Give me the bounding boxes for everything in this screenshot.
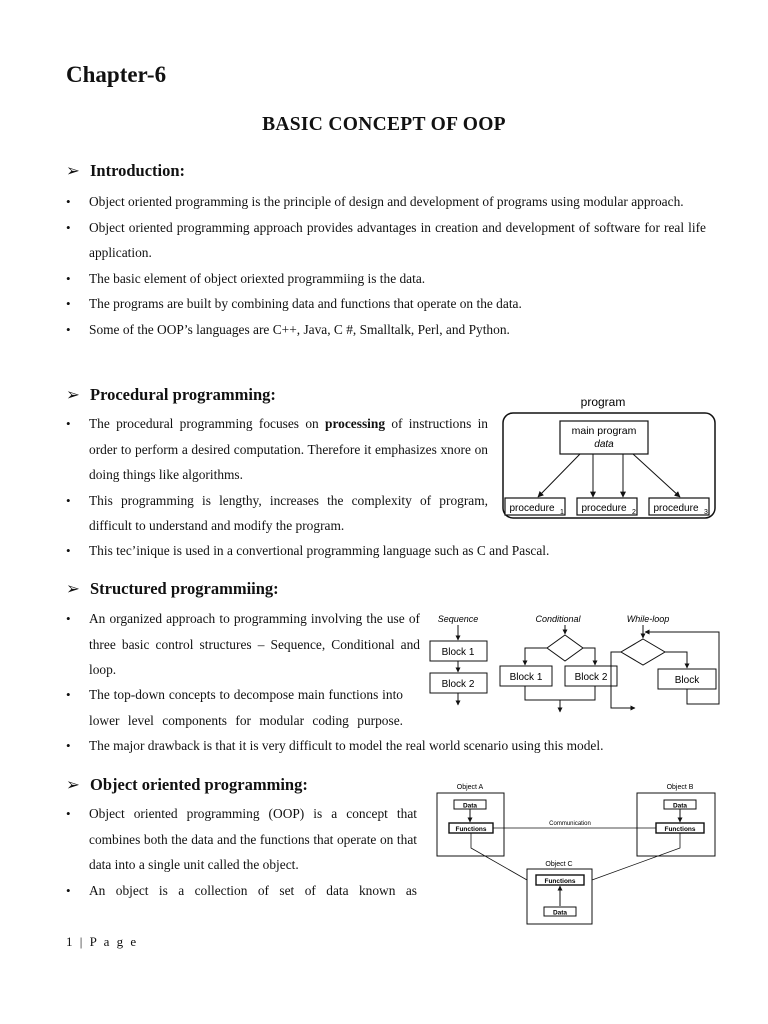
section-heading-introduction — [66, 161, 185, 181]
sequence-label: Sequence — [437, 614, 479, 624]
section-heading-structured — [66, 579, 279, 599]
block-label: Block 2 — [574, 672, 608, 683]
procedural-list-continued — [66, 538, 706, 564]
section-heading-text: Object oriented programming: — [90, 775, 308, 794]
block-label: Block 2 — [441, 679, 475, 690]
section-heading-procedural — [66, 385, 276, 405]
list-item: • This programming is lengthy, increases the complexity of program, difficult to understand and modify the program. — [66, 488, 488, 539]
list-item: • Some of the OOP’s languages are C++, Java, C #, Smalltalk, Perl, and Python. — [66, 317, 706, 343]
section-heading-oop — [66, 775, 308, 795]
while-loop-label: While-loop — [626, 614, 670, 624]
list-item: • Object oriented programming (OOP) is a concept that combines both the data and the functions that operate on that data into a single unit called the object. — [66, 801, 417, 878]
arrow-bullet-icon: ➢ — [66, 775, 80, 794]
main-program-data-label: data — [594, 439, 614, 450]
list-item: • An object is a collection of set of data known as — [66, 878, 417, 904]
procedural-diagram — [498, 390, 723, 525]
procedure-subscript-3: 3 — [704, 509, 708, 516]
section-heading-text: Procedural programming: — [90, 385, 276, 404]
list-item: • This tec’inique is used in a convertional programming language such as C and Pascal. — [66, 538, 706, 564]
functions-label: Functions — [544, 878, 576, 885]
communication-label: Communication — [549, 821, 591, 827]
page-number: 1 | P a g e — [66, 934, 139, 949]
list-item: • Object oriented programming approach provides advantages in creation and development of software for real life application. — [66, 215, 706, 266]
arrow-icon — [583, 648, 595, 665]
data-label: Data — [462, 802, 478, 810]
structured-diagram — [425, 608, 725, 718]
procedural-list — [66, 411, 488, 539]
page-title: BASIC CONCEPT OF OOP — [262, 114, 506, 135]
list-item: • Object oriented programming is the principle of design and development of programs using modular approach. — [66, 189, 706, 215]
conditional-label: Conditional — [535, 614, 581, 624]
list-item: • The basic element of object oriexted programmiing is the data. — [66, 266, 706, 292]
arrow-icon — [665, 652, 687, 668]
list-item: • The procedural programming focuses on processing of instructions in order to perform a desired computation. Therefore it emphasizes xnore on doing things like algorithms. — [66, 411, 488, 488]
procedure-label-2: procedure — [581, 503, 627, 514]
arrow-bullet-icon: ➢ — [66, 579, 80, 598]
object-c-label: Object C — [545, 861, 573, 868]
oop-diagram — [432, 778, 722, 928]
functions-label: Functions — [664, 826, 696, 833]
arrow-icon — [525, 648, 547, 665]
procedure-subscript-2: 2 — [632, 509, 636, 516]
list-item: • The top-down concepts to decompose main functions into lower level components for modular coding purpose. — [66, 682, 706, 733]
chapter-label: Chapter-6 — [66, 62, 167, 87]
merge-line — [525, 686, 595, 700]
block-label: Block 1 — [509, 672, 543, 683]
data-label: Data — [552, 909, 568, 917]
loop-diamond — [621, 639, 665, 665]
block-label: Block — [674, 675, 700, 686]
introduction-list — [66, 189, 706, 342]
procedure-label-1: procedure — [509, 503, 555, 514]
arrow-bullet-icon: ➢ — [66, 385, 80, 404]
functions-label: Functions — [455, 826, 487, 833]
section-heading-text: Structured programmiing: — [90, 579, 279, 598]
block-label: Block 1 — [441, 647, 475, 658]
diagram-caption: program — [580, 395, 626, 409]
oop-list — [66, 801, 417, 903]
object-b-label: Object B — [666, 784, 694, 791]
loop-back-line — [645, 632, 719, 704]
section-heading-text: Introduction: — [90, 161, 186, 180]
list-item: • The programs are built by combining data and functions that operate on the data. — [66, 291, 706, 317]
arrow-bullet-icon: ➢ — [66, 161, 80, 180]
procedure-subscript-1: 1 — [560, 509, 564, 516]
main-program-label: main program — [571, 425, 637, 437]
structured-list — [66, 606, 420, 683]
object-a-label: Object A — [456, 784, 484, 791]
list-item: • The major drawback is that it is very difficult to model the real world scenario using this model. — [66, 733, 706, 759]
condition-diamond — [547, 635, 583, 661]
list-item: • An organized approach to programming involving the use of three basic control structures – Sequence, Conditional and loop. — [66, 606, 420, 683]
procedure-label-3: procedure — [653, 503, 699, 514]
data-label: Data — [672, 802, 688, 810]
